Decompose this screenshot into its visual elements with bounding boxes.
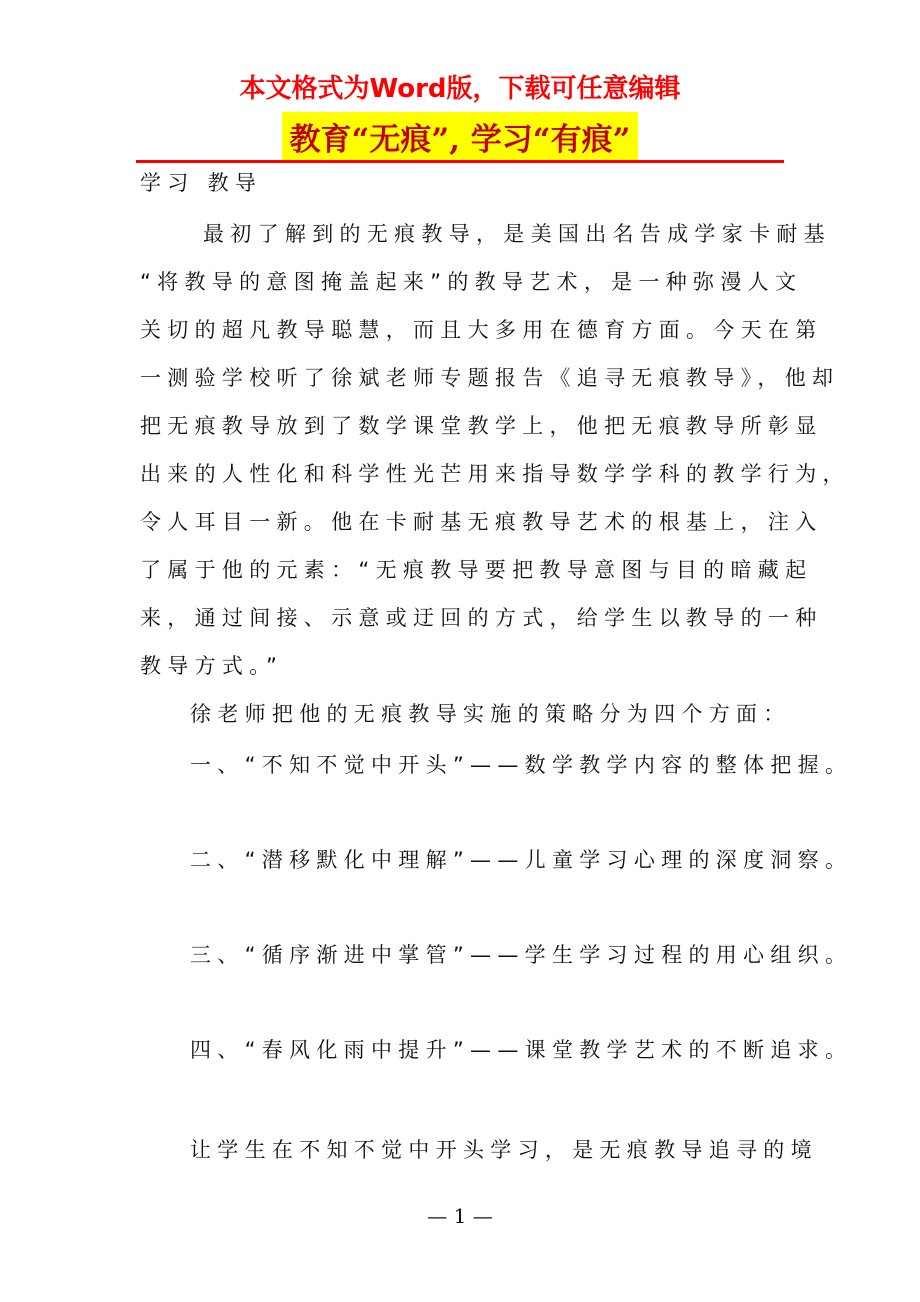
body-line: 令人耳目一新。他在卡耐基无痕教导艺术的根基上，注入 [140, 510, 823, 534]
download-banner: 本文格式为Word版，下载可任意编辑 [239, 74, 681, 104]
body-line: “将教导的意图掩盖起来”的教导艺术，是一种弥漫人文 [140, 270, 803, 294]
body-line: 出来的人性化和科学性光芒用来指导数学学科的教学行为， [140, 462, 850, 486]
strategy-item: 二、“潜移默化中理解”——儿童学习心理的深度洞察。 [190, 848, 853, 872]
body-line: 最初了解到的无痕教导，是美国出名告成学家卡耐基 [203, 222, 831, 246]
body-line: 一测验学校听了徐斌老师专题报告《追寻无痕教导》，他却 [140, 366, 840, 390]
strategy-item: 一、“不知不觉中开头”——数学教学内容的整体把握。 [190, 753, 853, 777]
page-number: — 1 — [427, 1204, 493, 1228]
body-line: 徐老师把他的无痕教导实施的策略分为四个方面： [190, 702, 791, 726]
title-divider [136, 160, 784, 163]
body-line: 把无痕教导放到了数学课堂教学上，他把无痕教导所彰显 [140, 414, 823, 438]
body-line: 关切的超凡教导聪慧，而且大多用在德育方面。今天在第 [140, 318, 823, 342]
keywords: 学习 教导 [140, 171, 263, 195]
strategy-item: 四、“春风化雨中提升”——课堂教学艺术的不断追求。 [190, 1038, 853, 1062]
body-line: 了属于他的元素：“无痕教导要把教导意图与目的暗藏起 [140, 558, 813, 582]
body-line: 让学生在不知不觉中开头学习，是无痕教导追寻的境 [190, 1138, 818, 1162]
body-line: 来，通过间接、示意或迂回的方式，给学生以教导的一种 [140, 606, 823, 630]
strategy-item: 三、“循序渐进中掌管”——学生学习过程的用心组织。 [190, 943, 853, 967]
body-line: 教导方式。” [140, 654, 284, 678]
document-title: 教育“无痕”, 学习“有痕” [282, 112, 639, 161]
